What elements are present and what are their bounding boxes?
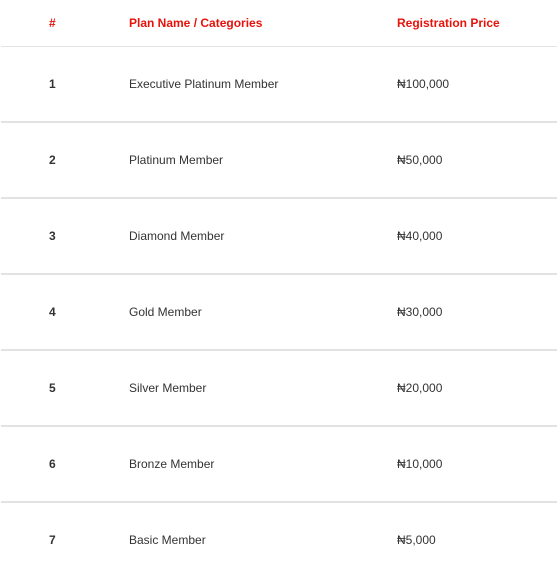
plan-name: Bronze Member (129, 426, 397, 502)
table-row (1, 122, 557, 198)
table-row (1, 198, 557, 274)
plan-name: Silver Member (129, 350, 397, 426)
header-registration-price: Registration Price (397, 0, 557, 47)
plan-name: Diamond Member (129, 198, 397, 274)
header-row (1, 0, 557, 47)
header-plan-name: Plan Name / Categories (129, 0, 397, 47)
plan-price: ₦100,000 (397, 47, 557, 123)
plan-price: ₦5,000 (397, 502, 557, 577)
plan-price: ₦30,000 (397, 274, 557, 350)
plan-name: Platinum Member (129, 122, 397, 198)
table-header (1, 0, 557, 47)
row-number: 2 (1, 122, 129, 198)
row-number: 4 (1, 274, 129, 350)
row-number: 6 (1, 426, 129, 502)
plan-name: Executive Platinum Member (129, 47, 397, 123)
plan-price: ₦20,000 (397, 350, 557, 426)
plan-price: ₦50,000 (397, 122, 557, 198)
header-number: # (1, 0, 129, 47)
plan-price: ₦40,000 (397, 198, 557, 274)
table-row (1, 502, 557, 577)
table-row (1, 350, 557, 426)
table-row (1, 274, 557, 350)
row-number: 1 (1, 47, 129, 123)
plans-table (1, 0, 557, 577)
table-body (1, 47, 557, 577)
table-row (1, 426, 557, 502)
row-number: 3 (1, 198, 129, 274)
plan-name: Gold Member (129, 274, 397, 350)
row-number: 5 (1, 350, 129, 426)
plan-name: Basic Member (129, 502, 397, 577)
row-number: 7 (1, 502, 129, 577)
plan-price: ₦10,000 (397, 426, 557, 502)
table-row (1, 47, 557, 123)
